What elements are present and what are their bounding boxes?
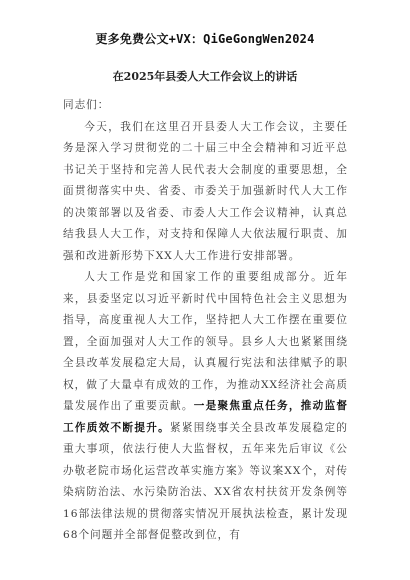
speech-title: 在2025年县委人大工作会议上的讲话 <box>112 70 298 83</box>
speech-body <box>63 95 348 547</box>
promo-banner: 更多免费公文+VX：QiGeGongWen2024 <box>95 32 315 46</box>
paragraph-continuation: 紧紧围绕事关全县改革发展稳定的重大事项，依法行使人大监督权，五年来先后审议《公办敬老院市场化运营改革实施方案》等议案XX个，对传染病防治法、水污染防治法、XX省农村扶贫开发条例等16部法律法规的贯彻落实情况开展执法检查，累计发现68个问题并全部督促整改到位，有 <box>63 421 348 541</box>
paragraph-text: 今天，我们在这里召开县委人大工作会议，主要任务是深入学习贯彻党的二十届三中全会精神和习近平总书记关于坚持和完善人民代表大会制度的重要思想，全面贯彻落实中央、省委、市委关于加强新时代人大工作的决策部署以及省委、市委人大工作会议精神，认真总结我县人大工作，对支持和保障人大依法履行职责、加强和改进新形势下XX人大工作进行安排部署。 <box>63 120 348 262</box>
paragraph-work-review <box>63 267 348 547</box>
paragraph-opening <box>63 117 348 268</box>
salutation: 同志们： <box>63 99 110 111</box>
emphasis-heading: 一是聚焦重点任务，推动监督工作质效不断提升。 <box>63 400 349 434</box>
paragraph-text: 人大工作是党和国家工作的重要组成部分。近年来，县委坚定以习近平新时代中国特色社会主义思想为指导，高度重视人大工作，坚持把人大工作摆在重要位置，全面加强对人大工作的领导。县乡人大也紧紧围绕全县改革发展稳定大局，认真履行宪法和法律赋予的职权，做了大量卓有成效的工作，为推动XX经济社会高质量发展作出了重要贡献。 <box>63 271 348 412</box>
